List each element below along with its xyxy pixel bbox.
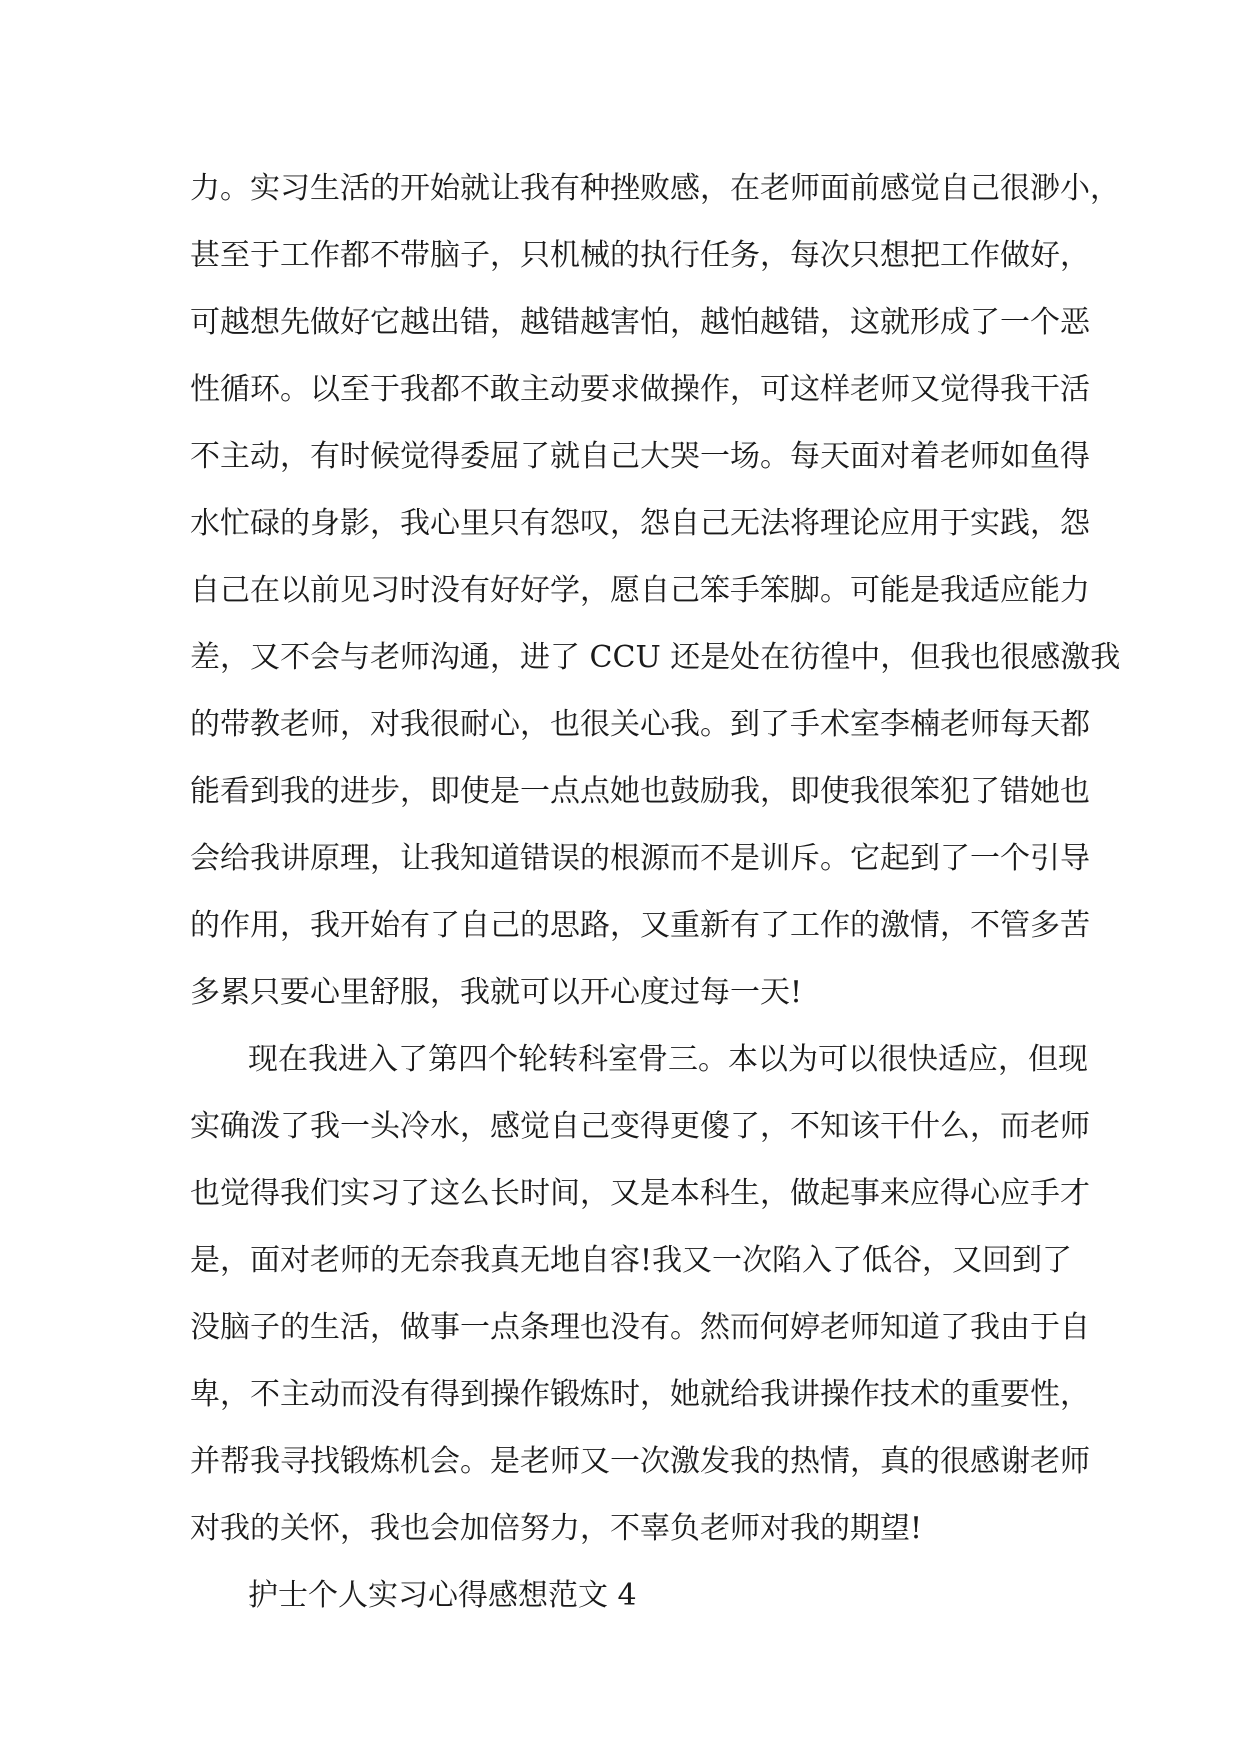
text-line: 的带教老师，对我很耐心，也很关心我。到了手术室李楠老师每天都 bbox=[190, 707, 1090, 742]
text-line: 多累只要心里舒服，我就可以开心度过每一天! bbox=[190, 975, 803, 1010]
text-line: 能看到我的进步，即使是一点点她也鼓励我，即使我很笨犯了错她也 bbox=[190, 774, 1090, 809]
text-line: 对我的关怀，我也会加倍努力，不辜负老师对我的期望! bbox=[190, 1511, 923, 1546]
text-line: 甚至于工作都不带脑子，只机械的执行任务，每次只想把工作做好， bbox=[190, 238, 1090, 273]
paragraph bbox=[190, 1026, 1090, 1562]
text-line: 实确泼了我一头冷水，感觉自己变得更傻了，不知该干什么，而老师 bbox=[190, 1109, 1090, 1144]
text-line: 性循环。以至于我都不敢主动要求做操作，可这样老师又觉得我干活 bbox=[190, 372, 1090, 407]
text-line: 不主动，有时候觉得委屈了就自己大哭一场。每天面对着老师如鱼得 bbox=[190, 439, 1090, 474]
text-line: 水忙碌的身影，我心里只有怨叹，怨自己无法将理论应用于实践，怨 bbox=[190, 506, 1090, 541]
text-line: 没脑子的生活，做事一点条理也没有。然而何婷老师知道了我由于自 bbox=[190, 1310, 1090, 1345]
text-line: 并帮我寻找锻炼机会。是老师又一次激发我的热情，真的很感谢老师 bbox=[190, 1444, 1090, 1479]
text-line: 可越想先做好它越出错，越错越害怕，越怕越错，这就形成了一个恶 bbox=[190, 305, 1090, 340]
text-line: 现在我进入了第四个轮转科室骨三。本以为可以很快适应，但现 bbox=[248, 1042, 1088, 1077]
text-line: 差，又不会与老师沟通，进了 CCU 还是处在彷徨中，但我也很感激我 bbox=[190, 640, 1121, 675]
paragraph bbox=[190, 155, 1121, 1026]
heading-line: 护士个人实习心得感想范文 4 bbox=[248, 1578, 637, 1613]
text-line: 的作用，我开始有了自己的思路，又重新有了工作的激情，不管多苦 bbox=[190, 908, 1090, 943]
text-line: 力。实习生活的开始就让我有种挫败感，在老师面前感觉自己很渺小， bbox=[190, 171, 1120, 206]
text-line: 也觉得我们实习了这么长时间，又是本科生，做起事来应得心应手才 bbox=[190, 1176, 1090, 1211]
document-body bbox=[190, 155, 1121, 1629]
text-line: 卑，不主动而没有得到操作锻炼时，她就给我讲操作技术的重要性， bbox=[190, 1377, 1090, 1412]
text-line: 是，面对老师的无奈我真无地自容!我又一次陷入了低谷，又回到了 bbox=[190, 1243, 1073, 1278]
text-line: 自己在以前见习时没有好好学，愿自己笨手笨脚。可能是我适应能力 bbox=[190, 573, 1090, 608]
text-line: 会给我讲原理，让我知道错误的根源而不是训斥。它起到了一个引导 bbox=[190, 841, 1090, 876]
section-heading bbox=[190, 1562, 1070, 1629]
